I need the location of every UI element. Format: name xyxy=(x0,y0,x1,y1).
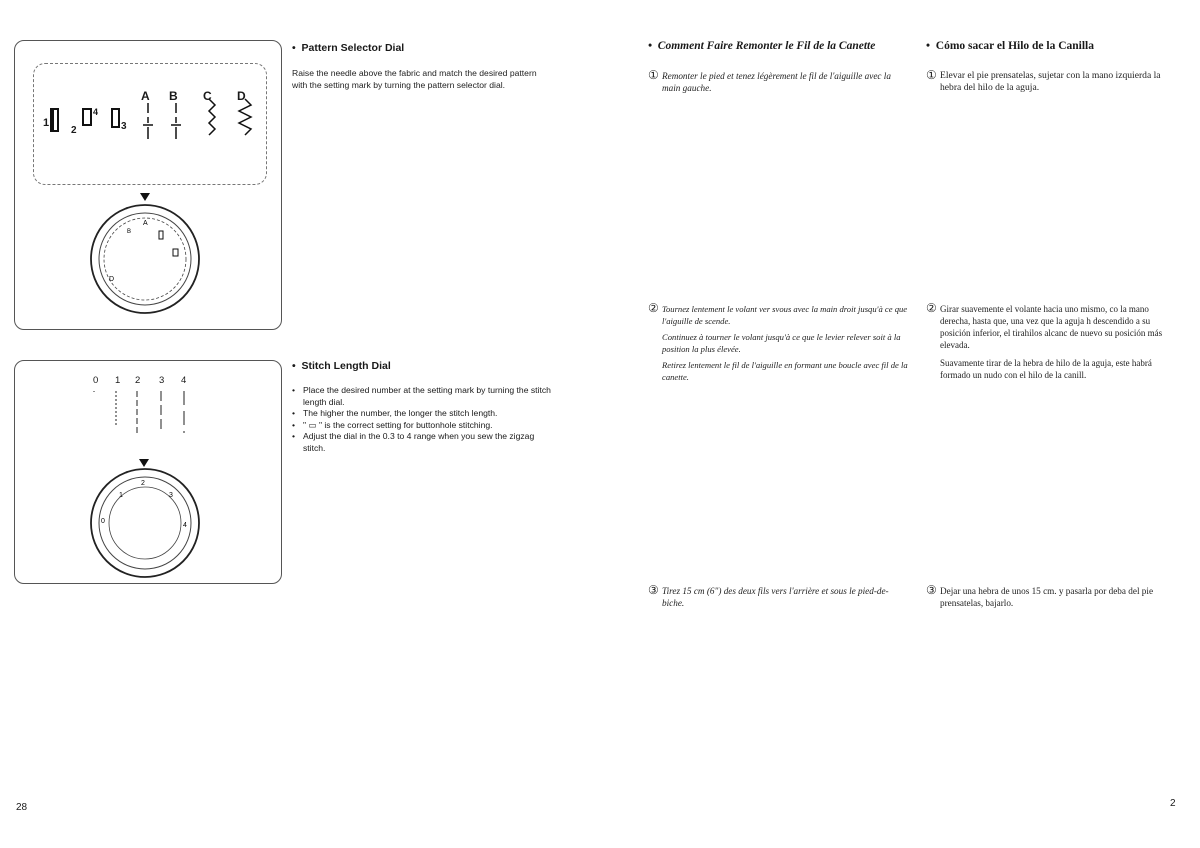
french-heading xyxy=(648,40,910,52)
french-title: Comment Faire Remonter le Fil de la Canette xyxy=(657,40,876,52)
french-step-1-text: Remonter le pied et tenez légèrement le fil de l'aiguille avec la main gauche. xyxy=(662,71,891,94)
step-3-number: ③ xyxy=(926,585,937,597)
pattern-number-2: 2 xyxy=(71,125,77,136)
svg-text:4: 4 xyxy=(183,522,187,529)
stitch-length-section xyxy=(292,360,562,455)
french-step-1 xyxy=(648,70,898,94)
pattern-selector-illustration xyxy=(14,40,282,330)
pattern-number-3: 3 xyxy=(121,121,127,132)
svg-text:1: 1 xyxy=(119,492,123,499)
french-step-2 xyxy=(648,303,910,383)
spanish-step-3 xyxy=(926,585,1176,610)
scale-1: 1 xyxy=(115,375,121,386)
step-3-number: ③ xyxy=(648,583,659,597)
pattern-selector-dial xyxy=(89,203,201,315)
scale-3: 3 xyxy=(159,375,165,386)
french-column xyxy=(648,40,910,94)
bullet-icon: • xyxy=(292,42,302,54)
spanish-step-1 xyxy=(926,70,1162,95)
spanish-step-2-text-b: Suavamente tirar de la hebra de hilo de la aguja, este habrá formado un nudo con el hilo de la canill. xyxy=(940,358,1152,380)
french-step-3-text: Tirez 15 cm (6") des deux fils vers l'arrière et sous le pied-de-biche. xyxy=(662,586,889,609)
stitch-bullet-3: • " ▭ " is the correct setting for buttonhole stitching. xyxy=(292,420,554,432)
french-step-2-text-b: Continuez à tourner le volant jusqu'à ce que le levier relever soit à la position la plus élevée. xyxy=(662,332,901,354)
stitch-length-illustration xyxy=(14,360,282,584)
pattern-letter-a: A xyxy=(141,89,150,103)
stitch-length-title: Stitch Length Dial xyxy=(301,360,391,372)
pattern-letter-b: B xyxy=(169,89,178,103)
pattern-number-4: 4 xyxy=(93,107,99,117)
stitch-length-heading xyxy=(292,360,562,372)
bullet-icon: • xyxy=(292,360,302,372)
page-number-right: 2 xyxy=(1170,798,1176,809)
svg-text:A: A xyxy=(143,220,148,227)
setting-mark-icon xyxy=(139,459,149,467)
scale-4: 4 xyxy=(181,375,187,386)
pattern-selector-body: Raise the needle above the fabric and match the desired pattern with the setting mark by turning the pattern selector dial. xyxy=(292,68,537,90)
pattern-number-1: 1 xyxy=(43,117,50,129)
spanish-step-2-text-a: Girar suavemente el volante hacia uno mismo, co la mano derecha, hasta que, una vez que la aguja h descendido a su posición inferior, el tirahilos alcanc de nuevo su posición más elevada. xyxy=(940,304,1163,350)
stitch-bullet-2: • The higher the number, the longer the stitch length. xyxy=(292,408,554,420)
stitch-length-lines xyxy=(91,389,201,439)
scale-2: 2 xyxy=(135,375,141,386)
spanish-heading xyxy=(926,40,1178,52)
svg-text:B: B xyxy=(127,229,132,235)
french-step-3 xyxy=(648,585,910,609)
scale-0: 0 xyxy=(93,375,99,386)
step-1-number: ① xyxy=(648,68,659,82)
step-1-number: ① xyxy=(926,68,937,82)
spanish-step-1-text: Elevar el pie prensatelas, sujetar con la mano izquierda la hebra del hilo de la aguja. xyxy=(940,70,1161,94)
stitch-length-dial xyxy=(89,467,201,579)
spanish-step-3-body xyxy=(926,585,1176,610)
setting-mark-icon xyxy=(140,193,150,201)
spanish-step-2-body xyxy=(926,303,1176,381)
svg-text:0: 0 xyxy=(101,518,105,525)
french-step-3-body xyxy=(648,585,898,609)
step-2-number: ② xyxy=(926,303,937,315)
pattern-letter-d: D xyxy=(237,89,246,103)
pattern-selector-heading xyxy=(292,42,552,54)
french-step-2-text-a: Tournez lentement le volant ver svous avec la main droit jusqu'à ce que l'aiguille de scende. xyxy=(662,304,908,326)
french-step-2-text-c: Retirez lentement le fil de l'aiguille en formant une boucle avec fil de la canette. xyxy=(662,360,908,382)
spanish-title: Cómo sacar el Hilo de la Canilla xyxy=(935,40,1095,52)
stitch-bullet-1: • Place the desired number at the setting mark by turning the stitch length dial. xyxy=(292,385,554,408)
spanish-step-2 xyxy=(926,303,1176,381)
spanish-column xyxy=(926,40,1178,95)
spanish-step-3-text: Dejar una hebra de unos 15 cm. y pasarla por deba del pie prensatelas, bajarlo. xyxy=(940,586,1154,609)
pattern-selector-section xyxy=(292,42,552,91)
stitch-bullet-4: • Adjust the dial in the 0.3 to 4 range when you sew the zigzag stitch. xyxy=(292,431,554,454)
stitch-length-bullets xyxy=(292,385,554,455)
pattern-letter-c: C xyxy=(203,89,212,103)
stitch-symbols xyxy=(39,87,269,157)
svg-text:2: 2 xyxy=(141,480,145,487)
bullet-icon: • xyxy=(648,40,658,52)
french-step-2-body xyxy=(648,303,912,383)
page-number-left: 28 xyxy=(16,802,28,813)
bullet-icon: • xyxy=(926,40,936,52)
pattern-selector-title: Pattern Selector Dial xyxy=(301,42,405,54)
svg-text:3: 3 xyxy=(169,492,173,499)
svg-text:D: D xyxy=(109,276,115,283)
step-2-number: ② xyxy=(648,301,659,315)
